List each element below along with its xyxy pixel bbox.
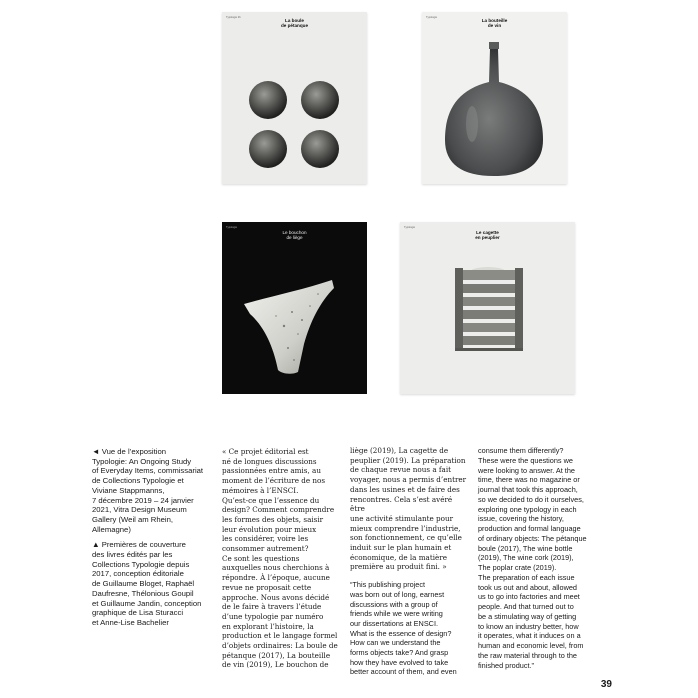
cover-wine-bottle (422, 12, 567, 184)
caption-covers: ▲ Premières de couverture des livres édités par les Collections Typologie depuis 2017, conception éditoriale de Guillaume Bloget, Raphaël Daufresne, Thélonious Goupil et Guillaume Jandin, conception graphique de Lisa Sturacci et Anne-Lise Bachelier (92, 540, 202, 627)
cover-poplar-crate (400, 222, 575, 394)
cork-image (222, 222, 367, 394)
cover-header: Typologie (226, 226, 238, 229)
cover-header: Typologie (426, 16, 438, 19)
french-paragraph-1: « Ce projet éditorial est né de longues discussions passionnées entre amis, au moment de l’écriture de nos mémoires à l’ENSCI. Qu’est-ce que l’essence du design? Comment comprendre les formes des objets, saisir leur évolution pour mieux les considérer, voire les consommer autrement? Ce sont les questions auxquelles nous cherchions à répondre. À l’époque, aucune revue ne proposait cette approche. Nous avons décidé de le faire à travers l’étude d’une typologie par numéro en explorant l’histoire, la production et le langage formel d’objets ordinaires: La boule de pétanque (2017), La bouteille de vin (2019), Le bouchon de (222, 447, 338, 670)
petanque-balls-image (222, 12, 367, 184)
text-column-2 (350, 446, 468, 677)
cover-title: La bouteille de vin (481, 18, 508, 29)
figure-captions (92, 447, 214, 628)
cover-petanque-boule (222, 12, 367, 184)
cover-header: Typologie #1 (226, 16, 241, 19)
cover-title: Le cagette en peuplier (475, 230, 500, 241)
caption-exhibition: ◄ Vue de l’exposition Typologie: An Ongoing Study of Everyday Items, commissariat de Collections Typologie et Viviane Stappmanns, 7 décembre 2019 – 24 janvier 2021, Vitra Design Museum Gallery (Weil am Rhein, Allemagne) (92, 447, 204, 534)
french-paragraph-2: liège (2019), La cagette de peuplier (2019). La préparation de chaque revue nous a fait voyager, nous a permis d’entrer dans les usines et de faire des rencontres. Cela s’est avéré être une activité stimulante pour mieux comprendre l’industrie, son fonctionnement, ce qu’elle induit sur le plan humain et économique, de la matière première au produit fini. » (350, 446, 467, 572)
english-text-column (478, 446, 598, 670)
crate-image (400, 222, 575, 394)
page-number: 39 (600, 679, 612, 690)
french-text-column-1 (222, 447, 342, 670)
cover-cork (222, 222, 367, 394)
wine-bottle-image (422, 12, 567, 184)
english-paragraph-1: “This publishing project was born out of long, earnest discussions with a group of friends while we were writing our dissertations at ENSCI. What is the essence of design? How can we understand the forms objects take? And grasp how they have evolved to take better account of them, and even (350, 580, 457, 677)
cover-title: Le bouchon de liège (282, 230, 307, 241)
cover-header: Typologie (404, 226, 416, 229)
english-paragraph-2: consume them differently? These were the questions we were looking to answer. At the time, there was no magazine or journal that took this approach, so we decided to do it ourselves, exploring one typology in each issue, covering the history, production and formal language of ordinary objects: The pétanque boule (2017), The wine bottle (2019), The wine cork (2019), The poplar crate (2019). The preparation of each issue took us out and about, allowed us to go into factories and meet people. And that turned out to be a stimulating way of getting to know an industry better, how it operates, what it induces on a human and economic level, from the raw material through to the finished product.” (478, 446, 587, 670)
cover-title: La boule de pétanque (280, 18, 309, 29)
